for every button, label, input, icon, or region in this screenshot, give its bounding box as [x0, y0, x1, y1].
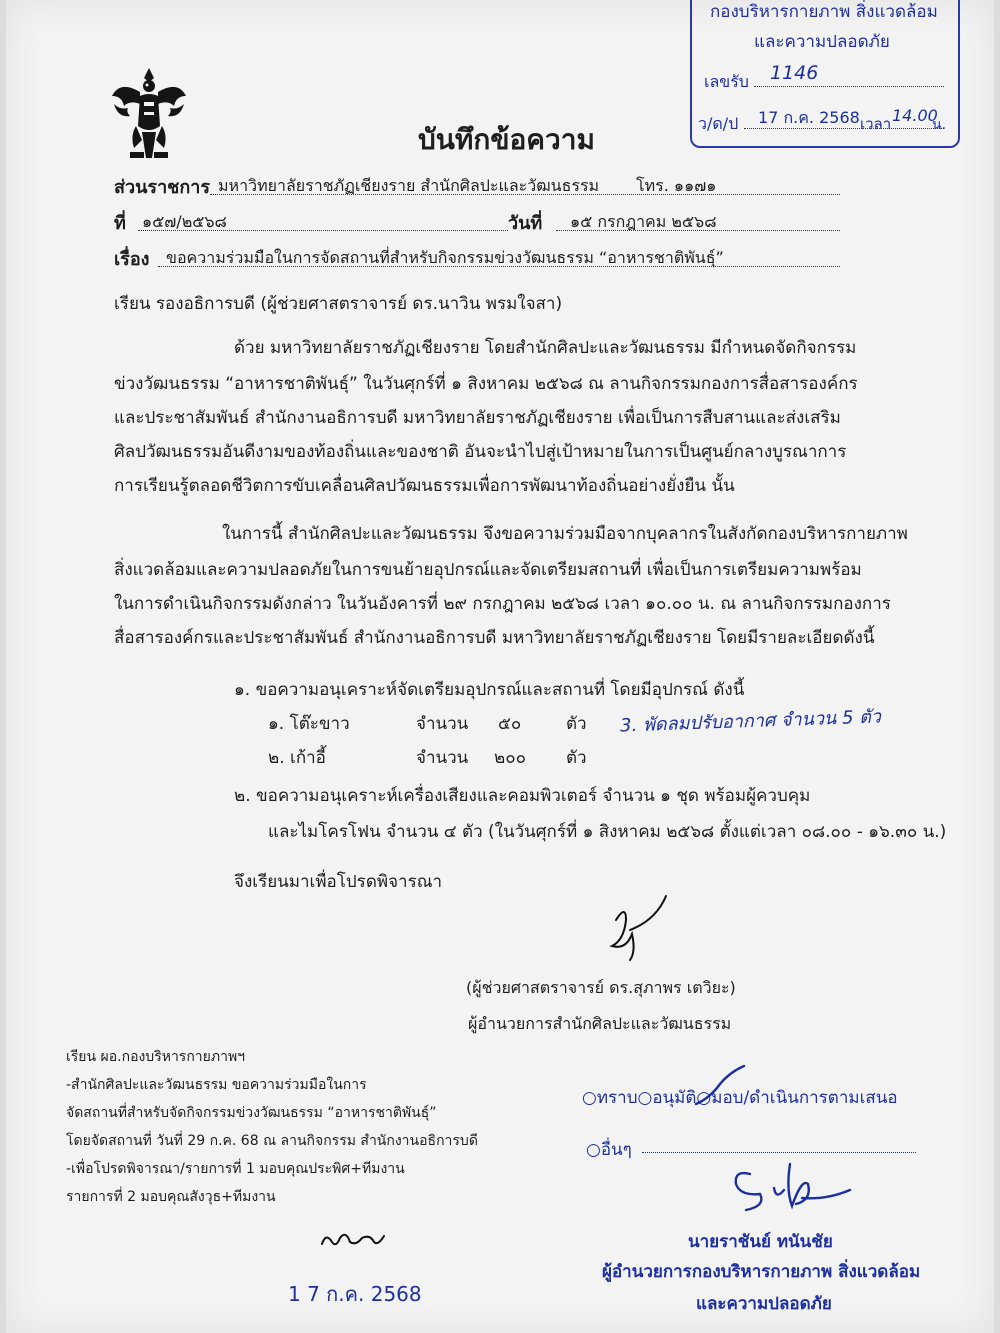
equipment-unit: ตัว	[566, 748, 587, 768]
signer-name: (ผู้ช่วยศาสตราจารย์ ดร.สุภาพร เตวิยะ)	[466, 978, 736, 997]
stamp-date-value: 17 ก.ค. 2568	[758, 108, 860, 127]
phone-value: โทร. ๑๑๗๑	[636, 176, 717, 195]
administrator-title-2: และความปลอดภัย	[696, 1294, 832, 1314]
received-stamp	[690, 0, 960, 148]
para2-line: สิ่งแวดล้อมและความปลอดภัยในการขนย้ายอุปกรณ์และจัดเตรียมสถานที่ เพื่อเป็นการเตรียมความพร้อม	[114, 560, 862, 580]
equipment-qty-label: จำนวน	[416, 714, 469, 734]
stamp-line1: กองบริหารกายภาพ สิ่งแวดล้อม	[710, 2, 938, 22]
left-note-line: -เพื่อโปรดพิจารณา/รายการที่ 1 มอบคุณประพิศ+ทีมงาน	[66, 1161, 405, 1177]
administrator-signature	[726, 1160, 856, 1220]
dept-value: มหาวิทยาลัยราชภัฏเชียงราย สำนักศิลปะและวัฒนธรรม	[218, 176, 600, 195]
subject-label: เรื่อง	[114, 249, 150, 270]
left-note-date: 1 7 ก.ค. 2568	[288, 1282, 422, 1306]
garuda-emblem-icon	[110, 66, 188, 162]
doc-date-label: วันที่	[508, 213, 543, 234]
left-note-line: รายการที่ 2 มอบคุณสังวุธ+ทีมงาน	[66, 1189, 276, 1205]
doc-no-value: ๑๕๗/๒๕๖๘	[142, 212, 227, 231]
para1-line: ข่วงวัฒนธรรม “อาหารชาติพันธุ์” ในวันศุกร์ที่ ๑ สิงหาคม ๒๕๖๘ ณ ลานกิจกรรมกองการสื่อสารองค์กร	[114, 374, 858, 394]
para2-line: ในการนี้ สำนักศิลปะและวัฒนธรรม จึงขอความร่วมมือจากบุคลากรในสังกัดกองบริหารกายภาพ	[222, 524, 908, 544]
request-item-1: ๑. ขอความอนุเคราะห์จัดเตรียมอุปกรณ์และสถานที่ โดยมีอุปกรณ์ ดังนี้	[234, 680, 745, 700]
dept-label: ส่วนราชการ	[114, 177, 211, 198]
approval-other-line	[642, 1152, 916, 1153]
request-item-2-line2: และไมโครโฟน จำนวน ๔ ตัว (ในวันศุกร์ที่ ๑ สิงหาคม ๒๕๖๘ ตั้งแต่เวลา ๐๘.๐๐ - ๑๖.๓๐ น.)	[268, 822, 947, 842]
handwritten-equipment-note: 3. พัดลมปรับอากาศ จำนวน 5 ตัว	[619, 706, 882, 737]
para2-line: สื่อสารองค์กรและประชาสัมพันธ์ สำนักงานอธิการบดี มหาวิทยาลัยราชภัฏเชียงราย โดยมีรายละเอียดดังนี้	[114, 628, 875, 648]
stamp-time-label: เวลา	[860, 115, 892, 133]
stamp-recv-label: เลขรับ	[704, 72, 749, 91]
equipment-name: ๑. โต๊ะขาว	[268, 714, 350, 734]
stamp-recv-line	[754, 86, 944, 87]
stamp-date-label: ว/ด/ป	[698, 114, 739, 133]
para1-line: การเรียนรู้ตลอดชีวิตการขับเคลื่อนศิลปวัฒนธรรมเพื่อการพัฒนาท้องถิ่นอย่างยั่งยืน นั้น	[114, 476, 735, 496]
stamp-recv-number: 1146	[770, 62, 819, 84]
doc-no-label: ที่	[114, 213, 126, 234]
equipment-qty: ๕๐	[498, 714, 522, 734]
equipment-qty: ๒๐๐	[494, 748, 526, 768]
approval-options: ○ทราบ○อนุมัติ○มอบ/ดำเนินการตามเสนอ	[582, 1088, 898, 1108]
stamp-time-unit: น.	[932, 117, 947, 133]
administrator-name: นายราชันย์ ทนันชัย	[688, 1232, 833, 1252]
subject-value: ขอความร่วมมือในการจัดสถานที่สำหรับกิจกรรมข่วงวัฒนธรรม “อาหารชาติพันธุ์”	[166, 248, 724, 267]
memo-paper	[6, 0, 994, 1333]
initials-scribble	[318, 1226, 388, 1252]
closing-line: จึงเรียนมาเพื่อโปรดพิจารณา	[234, 872, 443, 892]
para2-line: ในการดำเนินกิจกรรมดังกล่าว ในวันอังคารที่ ๒๙ กรกฎาคม ๒๕๖๘ เวลา ๑๐.๐๐ น. ณ ลานกิจกรรมกองการ	[114, 594, 891, 614]
request-item-2-line1: ๒. ขอความอนุเคราะห์เครื่องเสียงและคอมพิวเตอร์ จำนวน ๑ ชุด พร้อมผู้ควบคุม	[234, 786, 811, 806]
para1-line: และประชาสัมพันธ์ สำนักงานอธิการบดี มหาวิทยาลัยราชภัฏเชียงราย เพื่อเป็นการสืบสานและส่งเสริม	[114, 408, 841, 428]
stamp-time-value: 14.00	[892, 106, 938, 125]
director-signature	[596, 890, 686, 970]
left-note-line: เรียน ผอ.กองบริหารกายภาพฯ	[66, 1049, 246, 1065]
left-note-line: -สำนักศิลปะและวัฒนธรรม ขอความร่วมมือในการ	[66, 1077, 367, 1093]
equipment-qty-label: จำนวน	[416, 748, 469, 768]
signer-title: ผู้อำนวยการสำนักศิลปะและวัฒนธรรม	[468, 1014, 732, 1033]
stamp-line2: และความปลอดภัย	[754, 32, 890, 52]
left-note-line: จัดสถานที่สำหรับจัดกิจกรรมข่วงวัฒนธรรม “อาหารชาติพันธุ์”	[66, 1105, 437, 1121]
para1-line: ศิลปวัฒนธรรมอันดีงามของท้องถิ่นและของชาติ อันจะนำไปสู่เป้าหมายในการเป็นศูนย์กลางบูรณาการ	[114, 442, 847, 462]
salutation-line: เรียน รองอธิการบดี (ผู้ช่วยศาสตราจารย์ ดร.นาวิน พรมใจสา)	[114, 294, 563, 314]
para1-line: ด้วย มหาวิทยาลัยราชภัฏเชียงราย โดยสำนักศิลปะและวัฒนธรรม มีกำหนดจัดกิจกรรม	[234, 338, 857, 358]
memo-title: บันทึกข้อความ	[418, 123, 595, 156]
approval-check-mark	[690, 1064, 750, 1114]
left-note-line: โดยจัดสถานที่ วันที่ 29 ก.ค. 68 ณ ลานกิจกรรม สำนักงานอธิการบดี	[66, 1133, 478, 1149]
equipment-unit: ตัว	[566, 714, 587, 734]
equipment-name: ๒. เก้าอี้	[268, 748, 326, 768]
administrator-title-1: ผู้อำนวยการกองบริหารกายภาพ สิ่งแวดล้อม	[602, 1262, 921, 1282]
doc-date-value: ๑๕ กรกฎาคม ๒๕๖๘	[570, 212, 717, 231]
approval-other: ○อื่นๆ	[586, 1140, 632, 1160]
